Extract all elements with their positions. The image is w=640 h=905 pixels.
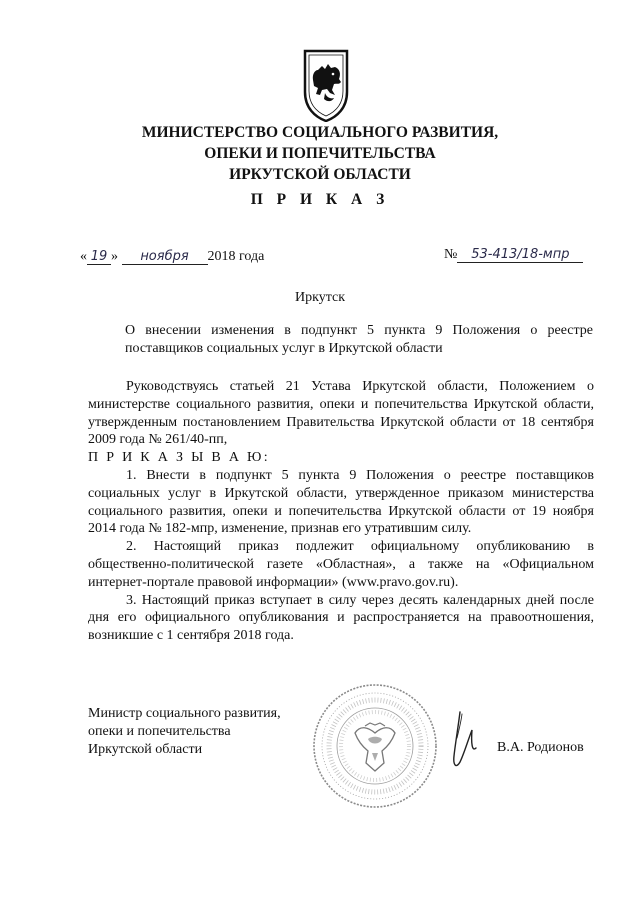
date-day: 19 — [87, 249, 111, 265]
coat-of-arms-icon — [303, 48, 349, 122]
ministry-line: ИРКУТСКОЙ ОБЛАСТИ — [229, 166, 411, 183]
number-value: 53-413/18-мпр — [457, 247, 583, 263]
signatory-title — [88, 705, 281, 759]
signatory-title-line: опеки и попечительства — [88, 724, 231, 739]
document-number — [444, 247, 583, 263]
date-open-quote: « — [80, 249, 87, 264]
date-month: ноября — [122, 249, 208, 265]
document-type-title: П Р И К А З — [250, 191, 390, 208]
city-name: Иркутск — [294, 290, 346, 305]
document-subject: О внесении изменения в подпункт 5 пункта 9 Положения о реестре поставщиков социальных услуг в Иркутской области — [125, 323, 593, 356]
official-seal-icon — [310, 681, 440, 811]
ministry-line: ОПЕКИ И ПОПЕЧИТЕЛЬСТВА — [204, 145, 436, 162]
date-year: 2018 года — [207, 249, 265, 264]
document-date — [80, 249, 264, 265]
order-item: 3. Настоящий приказ вступает в силу через десять календарных дней после дня его официального опубликования и распространяется на правоотношения, возникшие с 1 сентября 2018 года. — [88, 592, 594, 644]
order-item: 1. Внести в подпункт 5 пункта 9 Положения о реестре поставщиков социальных услуг в Иркутской области, утвержденное приказом министерства социального развития, опеки и попечительства Иркутской области от 19 ноября 2014 года № 182-мпр, изменение, признав его утратившим силу. — [88, 467, 594, 537]
handwritten-signature-icon — [438, 708, 488, 773]
ministry-name — [0, 122, 640, 185]
date-close-quote: » — [111, 249, 118, 264]
document-body — [88, 378, 594, 645]
signatory-title-line: Иркутской области — [88, 742, 203, 757]
decree-heading: П Р И К А З Ы В А Ю: — [88, 450, 270, 466]
number-sign: № — [444, 247, 458, 262]
ministry-line: МИНИСТЕРСТВО СОЦИАЛЬНОГО РАЗВИТИЯ, — [141, 124, 499, 141]
signatory-name: В.А. Родионов — [497, 740, 584, 755]
signatory-title-line: Министр социального развития, — [88, 706, 281, 721]
preamble-paragraph: Руководствуясь статьей 21 Устава Иркутской области, Положением о министерстве социального развития, опеки и попечительства Иркутской области, утвержденным постановлением Правительства Иркутской области от 18 сентября 2009 года № 261/40-пп, — [88, 379, 594, 448]
order-item: 2. Настоящий приказ подлежит официальному опубликованию в общественно-политической газете «Областная», а также на «Официальном интернет-портале правовой информации» (www.pravo.gov.ru). — [88, 539, 594, 590]
